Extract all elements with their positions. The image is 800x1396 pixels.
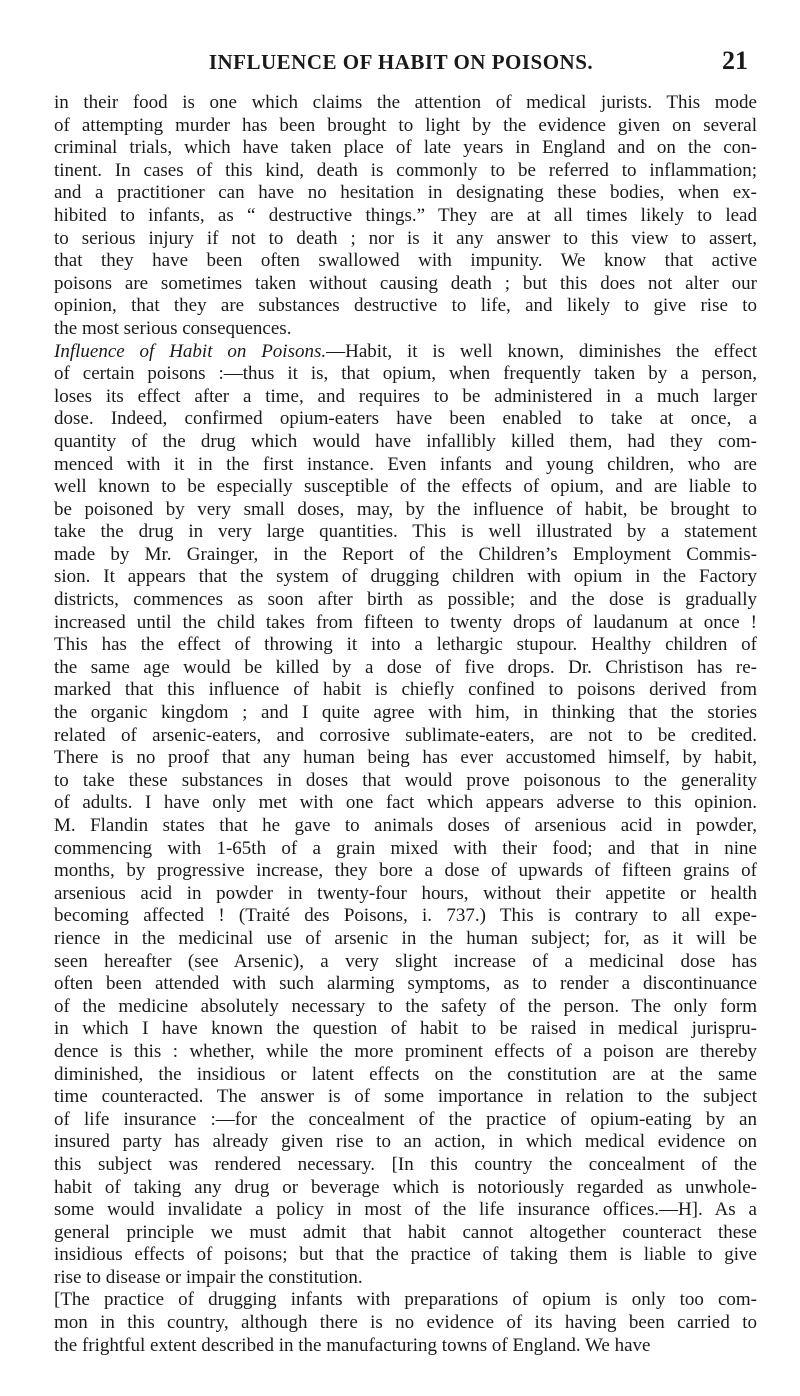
text-line: diminished, the insidious or latent effects on the constitution are at the same xyxy=(54,1063,757,1085)
text-line: seen hereafter (see Arsenic), a very slight increase of a medicinal dose has xyxy=(54,950,757,972)
text-line: time counteracted. The answer is of some importance in relation to the subject xyxy=(54,1086,757,1108)
text-line: This has the effect of throwing it into a lethargic stupour. Healthy children of xyxy=(54,634,757,656)
text-line: insidious effects of poisons; but that the practice of taking them is liable to give xyxy=(54,1244,757,1266)
section-heading: Influence of Habit on Poisons. xyxy=(54,340,327,362)
text-line: and a practitioner can have no hesitation in designating these bodies, when ex- xyxy=(54,182,757,204)
text-line: the organic kingdom ; and I quite agree with him, in thinking that the stories xyxy=(54,702,757,724)
text-line: M. Flandin states that he gave to animals doses of arsenious acid in powder, xyxy=(54,815,757,836)
text-line: of adults. I have only met with one fact which appears adverse to this opinion. xyxy=(54,792,757,814)
text-line: made by Mr. Grainger, in the Report of the Children’s Employment Commis- xyxy=(54,543,757,565)
text-line: well known to be especially susceptible of the effects of opium, and are liable to xyxy=(54,476,757,498)
text-line: take the drug in very large quantities. This is well illustrated by a statement xyxy=(54,521,757,543)
running-head xyxy=(54,46,748,82)
text-line: tinent. In cases of this kind, death is commonly to be referred to inflammation; xyxy=(54,159,757,181)
text-line: in which I have known the question of habit to be raised in medical jurispru- xyxy=(54,1018,757,1040)
text-line: the frightful extent described in the manufacturing towns of England. We have xyxy=(54,1334,651,1356)
text-line: dence is this : whether, while the more prominent effects of a poison are thereby xyxy=(54,1040,757,1062)
text-line: quantity of the drug which would have infallibly killed them, had they com- xyxy=(54,430,757,452)
text-line: the same age would be killed by a dose of five drops. Dr. Christison has re- xyxy=(54,656,757,678)
text-line: Influence of Habit on Poisons.—Habit, it is well known, diminishes the effect xyxy=(54,340,757,362)
text-line: some would invalidate a policy in most of the life insurance offices.—H]. As a xyxy=(54,1199,757,1221)
text-line: commencing with 1-65th of a grain mixed with their food; and that in nine xyxy=(54,837,757,859)
text-line: menced with it in the first instance. Even infants and young children, who are xyxy=(54,453,757,475)
text-line: mon in this country, although there is no evidence of its having been carried to xyxy=(54,1312,757,1334)
text-line: hibited to infants, as “ destructive things.” They are at all times likely to lead xyxy=(54,204,757,226)
body-text xyxy=(54,92,757,1357)
running-title: INFLUENCE OF HABIT ON POISONS. xyxy=(208,50,594,74)
text-line: There is no proof that any human being has ever accustomed himself, by habit, xyxy=(54,747,757,769)
text-line: marked that this influence of habit is chiefly confined to poisons derived from xyxy=(54,679,757,701)
text-line: [The practice of drugging infants with preparations of opium is only too com- xyxy=(54,1289,757,1311)
text-line: often been attended with such alarming symptoms, as to render a discontinuance xyxy=(54,973,757,995)
text-line: increased until the child takes from fifteen to twenty drops of laudanum at once ! xyxy=(54,611,757,633)
text-line: related of arsenic-eaters, and corrosive sublimate-eaters, are not to be credited. xyxy=(54,724,757,746)
text-line: insured party has already given rise to an action, in which medical evidence on xyxy=(54,1131,757,1153)
text-line: of life insurance :—for the concealment of the practice of opium-eating by an xyxy=(54,1108,757,1130)
text-line: rise to disease or impair the constitution. xyxy=(54,1266,363,1288)
text-line: rience in the medicinal use of arsenic in the human subject; for, as it will be xyxy=(54,927,757,949)
text-line: to take these substances in doses that would prove poisonous to the generality xyxy=(54,769,757,791)
text-line: dose. Indeed, confirmed opium-eaters have been enabled to take at once, a xyxy=(54,408,757,430)
text-line: the most serious consequences. xyxy=(54,317,292,339)
text-line: general principle we must admit that habit cannot altogether counteract these xyxy=(54,1221,757,1243)
text-line: districts, commences as soon after birth as possible; and the dose is gradually xyxy=(54,589,757,611)
text-line: to serious injury if not to death ; nor is it any answer to this view to assert, xyxy=(54,227,757,249)
text-line: becoming affected ! (Traité des Poisons, i. 737.) This is contrary to all expe- xyxy=(54,905,757,927)
text-line: of the medicine absolutely necessary to the safety of the person. The only form xyxy=(54,995,757,1017)
text-line: habit of taking any drug or beverage which is notoriously regarded as unwhole- xyxy=(54,1176,757,1198)
text-line: poisons are sometimes taken without causing death ; but this does not alter our xyxy=(54,272,757,294)
text-line: this subject was rendered necessary. [In this country the concealment of the xyxy=(54,1153,757,1175)
text-line: loses its effect after a time, and requires to be administered in a much larger xyxy=(54,385,757,407)
text-line: in their food is one which claims the attention of medical jurists. This mode xyxy=(54,92,757,113)
text-line: that they have been often swallowed with impunity. We know that active xyxy=(54,250,757,272)
text-line: months, by progressive increase, they bore a dose of upwards of fifteen grains of xyxy=(54,860,757,882)
text-line: arsenious acid in powder in twenty-four hours, without their appetite or health xyxy=(54,882,757,904)
text-line: of attempting murder has been brought to light by the evidence given on several xyxy=(54,114,757,136)
text-line: be poisoned by very small doses, may, by the influence of habit, be brought to xyxy=(54,498,757,520)
text-line: criminal trials, which have taken place of late years in England and on the con- xyxy=(54,137,757,159)
text-line: sion. It appears that the system of drugging children with opium in the Factory xyxy=(54,566,757,588)
text-line: of certain poisons :—thus it is, that opium, when frequently taken by a person, xyxy=(54,363,757,385)
page-number: 21 xyxy=(722,46,748,75)
text-line: opinion, that they are substances destructive to life, and likely to give rise to xyxy=(54,295,757,317)
